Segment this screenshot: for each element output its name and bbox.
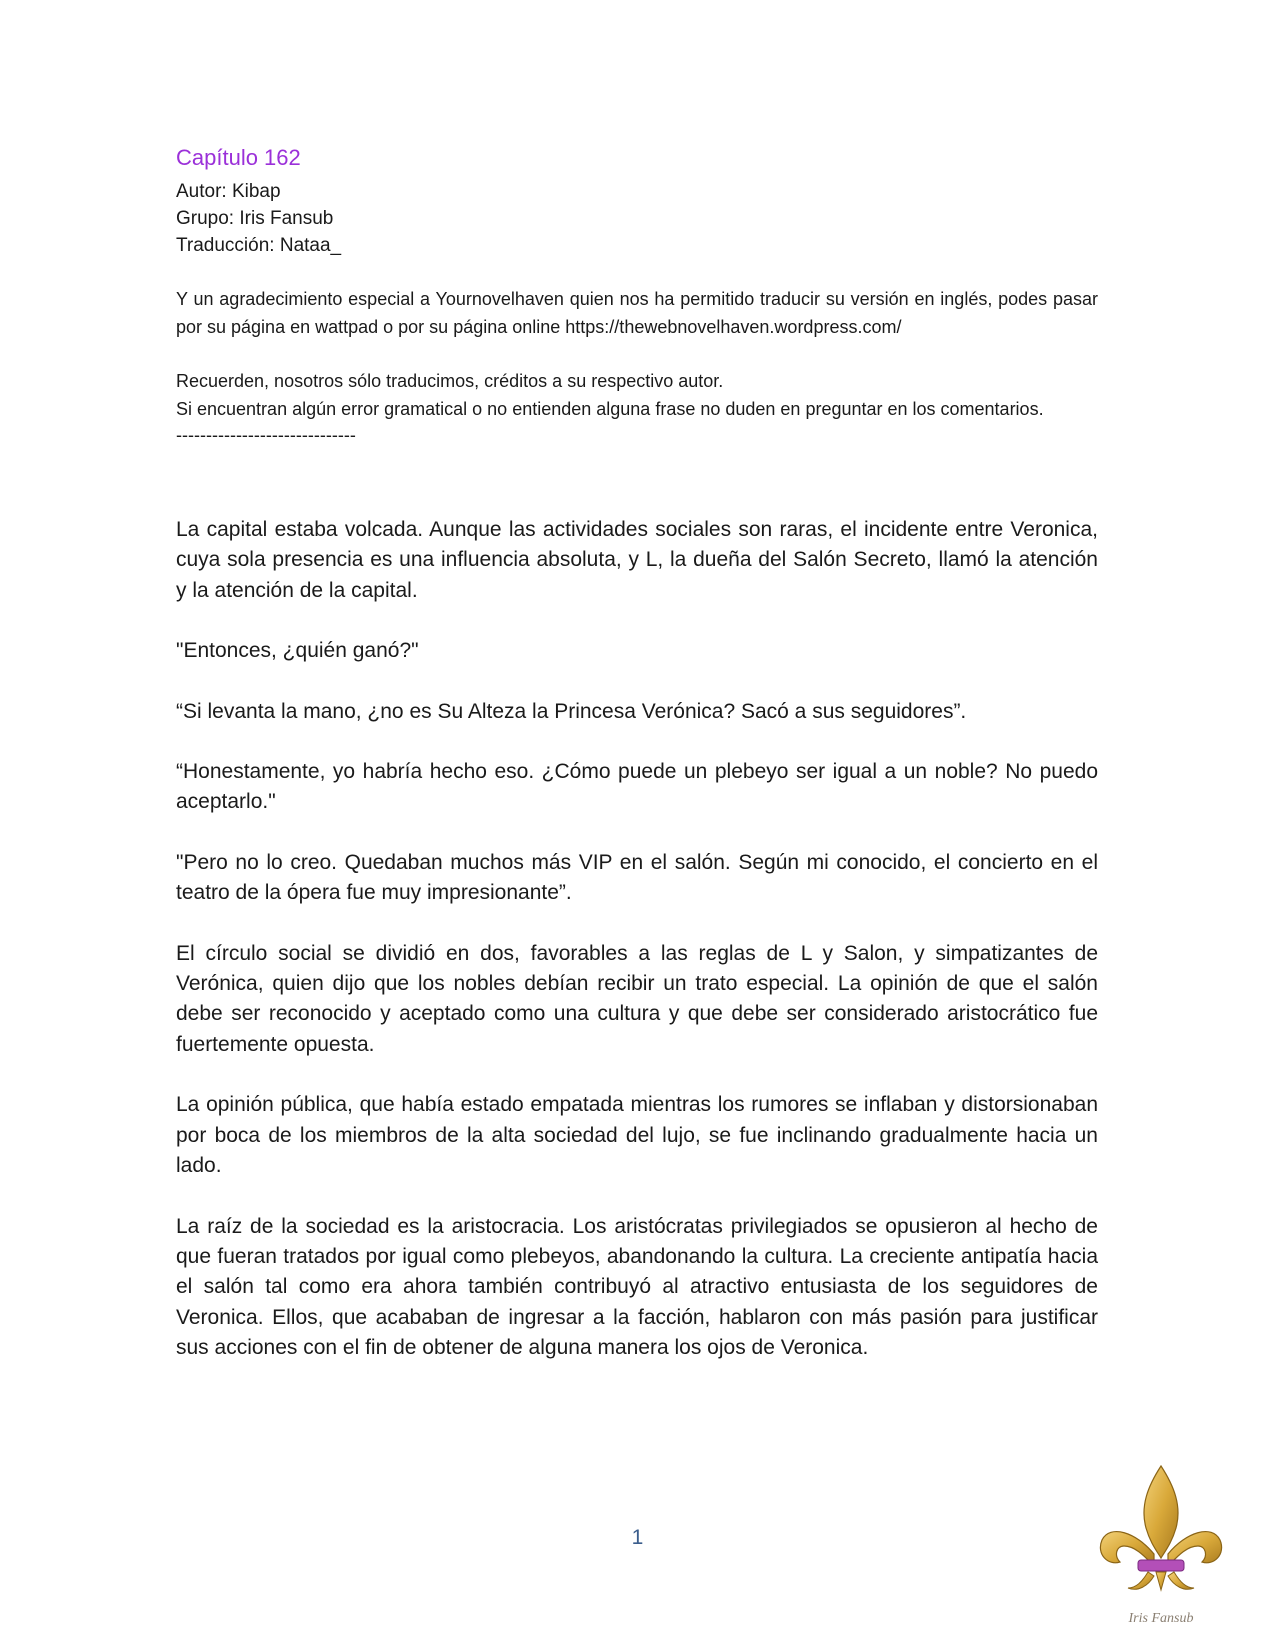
group-line: Grupo: Iris Fansub [176, 208, 334, 229]
story-paragraph: El círculo social se dividió en dos, favorables a las reglas de L y Salon, y simpatizantes de Verónica, quien dijo que los nobles debían recibir un trato especial. La opinión de que el salón debe ser reconocido y aceptado como una cultura y que debe ser considerado aristocrático fue fuertemente opuesta. [176, 941, 1098, 1056]
story-paragraph: La opinión pública, que había estado empatada mientras los rumores se inflaban y distorsionaban por boca de los miembros de la alta sociedad del lujo, se fue inclinando gradualmente hacia un lado. [176, 1093, 1098, 1178]
story-paragraph: La capital estaba volcada. Aunque las actividades sociales son raras, el incidente entre Veronica, cuya sola presencia es una influencia absoluta, y L, la dueña del Salón Secreto, llamó la atención y la atención de la capital. [176, 518, 1098, 602]
chapter-title: Capítulo 162 [176, 145, 301, 170]
story-paragraph: La raíz de la sociedad es la aristocracia. Los aristócratas privilegiados se opusieron al hecho de que fueran tratados por igual como plebeyos, abandonando la cultura. La creciente antipatía hacia el salón tal como era ahora también contribuyó al atractivo entusiasta de los seguidores de Veronica. Ellos, que acababan de ingresar a la facción, hablaron con más pasión para justificar sus acciones con el fin de obtener de alguna manera los ojos de Veronica. [176, 1214, 1098, 1360]
iris-fansub-logo [1096, 1462, 1226, 1632]
logo-text: Iris Fansub [1128, 1611, 1194, 1626]
thanks-note: Y un agradecimiento especial a Yournovelhaven quien nos ha permitido traducir su versión en inglés, podes pasar por su página en wattpad o por su página online https://thewebnovelhaven.wordpress.com/ [176, 289, 1098, 337]
story-paragraph: “Honestamente, yo habría hecho eso. ¿Cómo puede un plebeyo ser igual a un noble? No puedo aceptarlo." [176, 760, 1098, 814]
author-line: Autor: Kibap [176, 181, 281, 202]
document-page [176, 144, 1098, 1394]
page-number: 1 [631, 1526, 644, 1549]
fleur-de-lis-icon [1096, 1462, 1226, 1632]
reminder-note: Recuerden, nosotros sólo traducimos, créditos a su respectivo autor. [176, 371, 724, 391]
story-paragraph: "Pero no lo creo. Quedaban muchos más VIP en el salón. Según mi conocido, el concierto en el teatro de la ópera fue muy impresionante”. [176, 850, 1098, 905]
story-body [176, 515, 1098, 1364]
errors-note: Si encuentran algún error gramatical o no entienden alguna frase no duden en preguntar en los comentarios. [176, 398, 1044, 419]
story-paragraph: "Entonces, ¿quién ganó?" [176, 639, 419, 663]
story-paragraph: “Si levanta la mano, ¿no es Su Alteza la Princesa Verónica? Sacó a sus seguidores”. [176, 699, 967, 723]
divider-line: ------------------------------ [176, 425, 356, 445]
translation-line: Traducción: Nataa_ [176, 235, 342, 256]
